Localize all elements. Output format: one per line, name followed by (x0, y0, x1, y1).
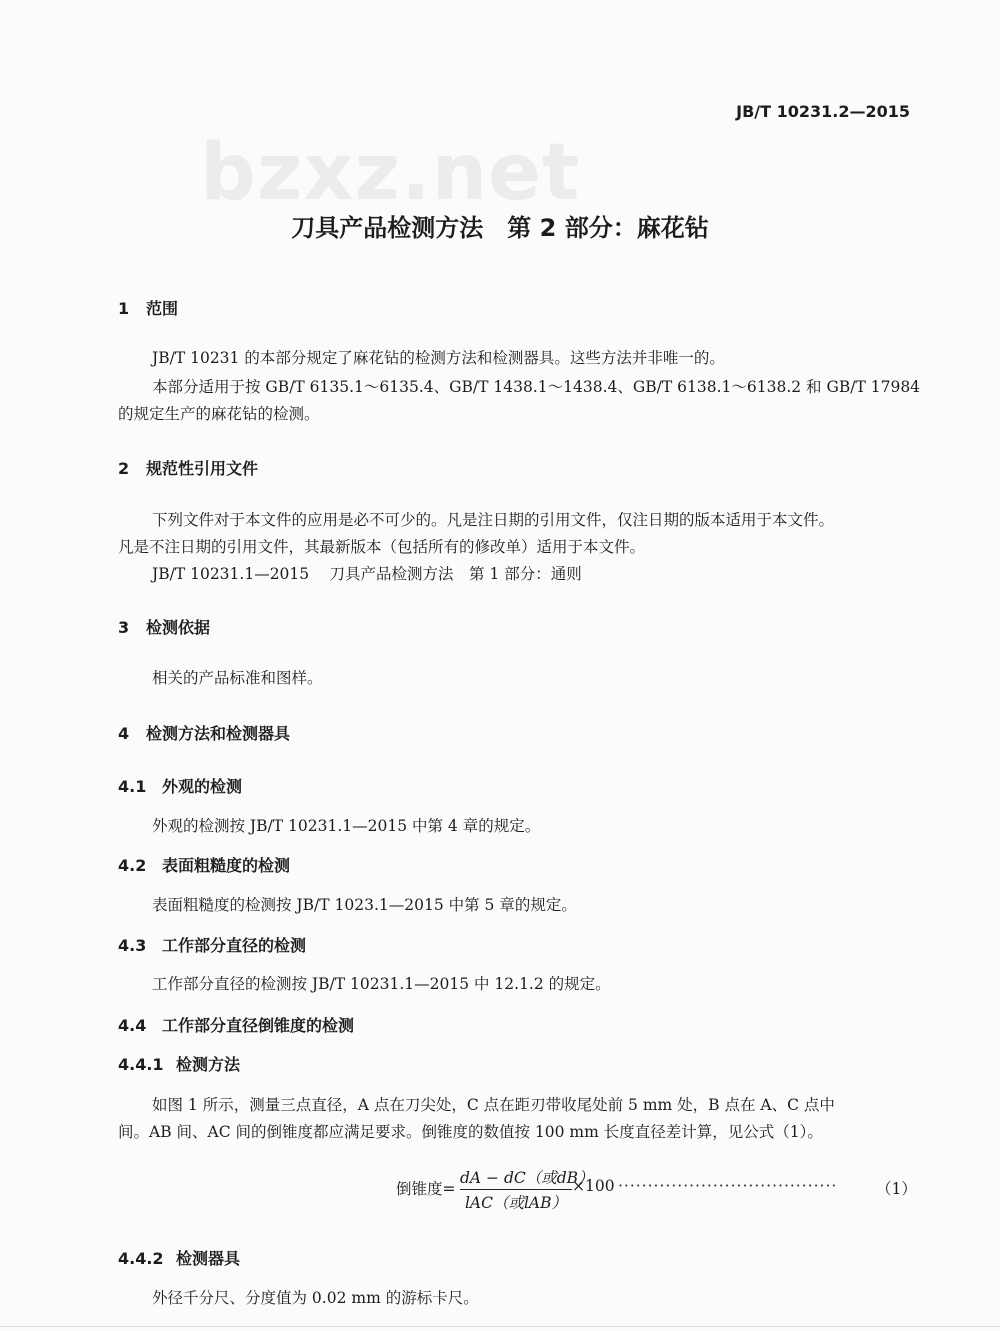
section-number: 4 (118, 724, 130, 743)
page-bottom-edge (0, 1326, 1000, 1327)
paragraph: 表面粗糙度的检测按 JB/T 1023.1—2015 中第 5 章的规定。 (152, 896, 577, 914)
paragraph: 下列文件对于本文件的应用是必不可少的。凡是注日期的引用文件，仅注日期的版本适用于本文件。 (152, 511, 835, 529)
page-title: 刀具产品检测方法 第 2 部分：麻花钻 (291, 214, 709, 242)
section-title: 规范性引用文件 (146, 459, 259, 478)
subsection-4-4-2-heading (118, 1246, 240, 1269)
subsection-4-1-heading (118, 774, 242, 797)
section-number: 1 (118, 299, 130, 318)
subsection-title: 工作部分直径倒锥度的检测 (162, 1016, 355, 1035)
formula-numerator: dA − dC（或dB） (460, 1169, 594, 1187)
subsection-4-4-1-heading (118, 1052, 240, 1075)
subsection-number: 4.1 (118, 777, 147, 796)
formula-lhs: 倒锥度= (396, 1180, 456, 1198)
subsection-title: 工作部分直径的检测 (162, 936, 307, 955)
section-3-heading (118, 615, 210, 638)
subsection-4-4-heading (118, 1013, 354, 1036)
subsection-title: 外观的检测 (162, 777, 243, 796)
subsection-number: 4.4.1 (118, 1055, 164, 1074)
paragraph: 本部分适用于按 GB/T 6135.1～6135.4、GB/T 1438.1～1438.4、GB/T 6138.1～6138.2 和 GB/T 17984 (152, 378, 921, 396)
formula-multiplier: ×100 (572, 1177, 615, 1195)
paragraph-continuation: 间。AB 间、AC 间的倒锥度都应满足要求。倒锥度的数值按 100 mm 长度直径差计算，见公式（1）。 (118, 1123, 823, 1141)
section-title: 范围 (146, 299, 179, 318)
paragraph: 相关的产品标准和图样。 (152, 669, 323, 687)
paragraph-continuation: 凡是不注日期的引用文件，其最新版本（包括所有的修改单）适用于本文件。 (118, 538, 646, 556)
subsection-title: 检测方法 (176, 1055, 241, 1074)
document-code: JB/T 10231.2—2015 (736, 102, 910, 121)
section-number: 2 (118, 459, 130, 478)
formula-denominator: lAC（或lAB） (464, 1194, 568, 1212)
subsection-number: 4.2 (118, 856, 147, 875)
section-2-heading (118, 456, 258, 479)
subsection-4-3-heading (118, 933, 306, 956)
subsection-number: 4.4.2 (118, 1249, 164, 1268)
watermark: bzxz.net (200, 128, 581, 218)
subsection-number: 4.3 (118, 936, 147, 955)
paragraph-continuation: 的规定生产的麻花钻的检测。 (118, 405, 320, 423)
subsection-title: 检测器具 (176, 1249, 241, 1268)
section-4-heading (118, 721, 290, 744)
section-title: 检测方法和检测器具 (146, 724, 291, 743)
paragraph: 如图 1 所示，测量三点直径，A 点在刀尖处，C 点在距刃带收尾处前 5 mm 处，B 点在 A、C 点中 (152, 1096, 835, 1114)
subsection-number: 4.4 (118, 1016, 147, 1035)
paragraph: JB/T 10231 的本部分规定了麻花钻的检测方法和检测器具。这些方法并非唯一的。 (152, 349, 725, 367)
subsection-title: 表面粗糙度的检测 (162, 856, 291, 875)
section-1-heading (118, 296, 178, 319)
paragraph: 工作部分直径的检测按 JB/T 10231.1—2015 中 12.1.2 的规定。 (152, 975, 611, 993)
normative-reference: JB/T 10231.1—2015 刀具产品检测方法 第 1 部分：通则 (152, 565, 582, 583)
paragraph: 外径千分尺、分度值为 0.02 mm 的游标卡尺。 (152, 1289, 479, 1307)
paragraph: 外观的检测按 JB/T 10231.1—2015 中第 4 章的规定。 (152, 817, 541, 835)
formula-leader-dots: ····································· (618, 1177, 838, 1195)
fraction-bar (460, 1189, 572, 1190)
section-title: 检测依据 (146, 618, 211, 637)
formula-number: （1） (876, 1180, 917, 1198)
section-number: 3 (118, 618, 130, 637)
subsection-4-2-heading (118, 853, 290, 876)
